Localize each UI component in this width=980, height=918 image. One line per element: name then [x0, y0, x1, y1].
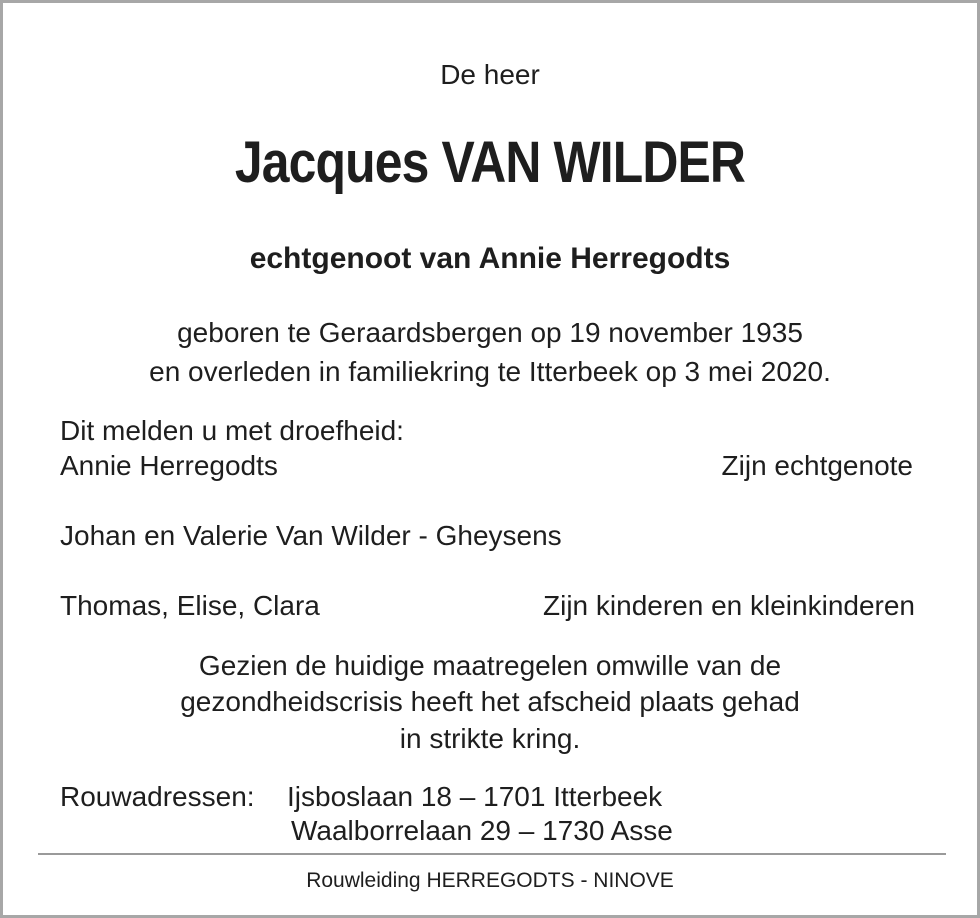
- announce-intro: Dit melden u met droefheid:: [60, 415, 404, 446]
- funeral-home: Rouwleiding HERREGODTS - NINOVE: [306, 869, 674, 892]
- farewell-line: in strikte kring.: [399, 723, 581, 754]
- farewell-line: Gezien de huidige maatregelen omwille van de: [198, 650, 782, 681]
- address-line: Waalborrelaan 29 – 1730 Asse: [291, 815, 673, 846]
- mourner-name: Johan en Valerie Van Wilder - Gheysens: [60, 520, 562, 551]
- mourner-name: Thomas, Elise, Clara: [60, 590, 320, 621]
- mourner-relation: Zijn kinderen en kleinkinderen: [543, 590, 915, 621]
- salutation: De heer: [440, 59, 540, 90]
- mourner-relation: Zijn echtgenote: [721, 450, 913, 481]
- death-line: en overleden in familiekring te Itterbeek op 3 mei 2020.: [149, 356, 831, 387]
- mourner-name: Annie Herregodts: [60, 450, 278, 481]
- birth-line: geboren te Geraardsbergen op 19 november 1935: [177, 317, 803, 348]
- spouse-line: echtgenoot van Annie Herregodts: [249, 242, 731, 275]
- farewell-line: gezondheidscrisis heeft het afscheid plaats gehad: [180, 686, 800, 717]
- deceased-name: Jacques VAN WILDER: [234, 130, 746, 195]
- divider: [38, 853, 946, 855]
- address-label: Rouwadressen:: [60, 781, 255, 812]
- address-line: Ijsboslaan 18 – 1701 Itterbeek: [287, 781, 663, 812]
